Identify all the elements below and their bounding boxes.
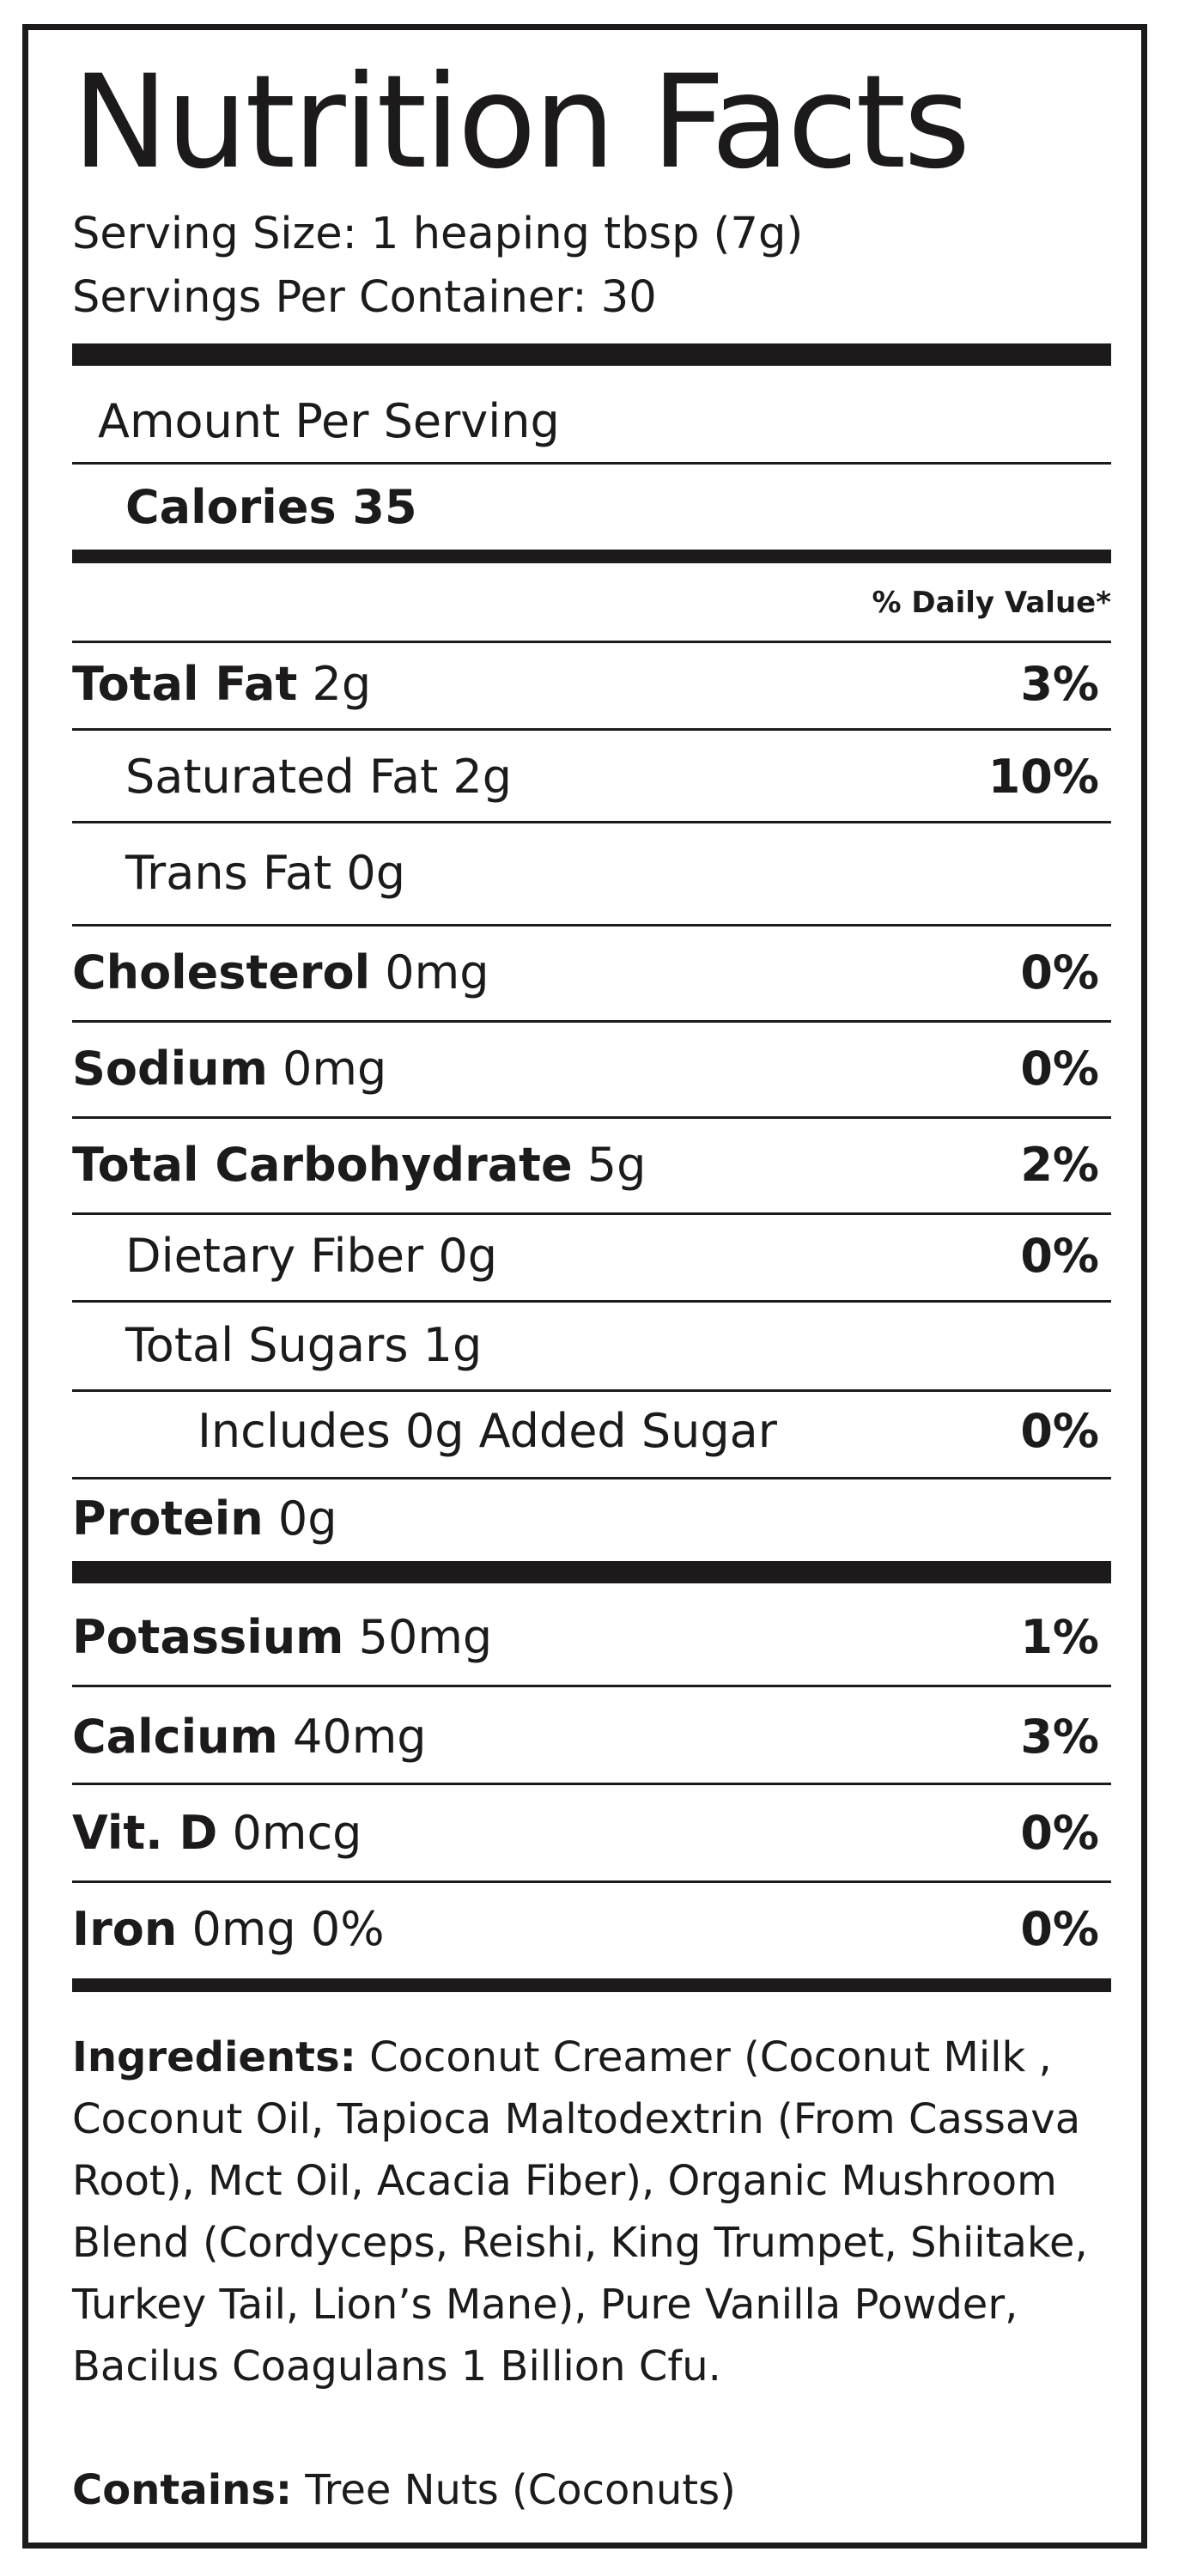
nutrient-label: Cholesterol 0mg xyxy=(72,945,489,999)
mineral-row-iron xyxy=(72,1903,1111,1956)
divider xyxy=(72,1880,1111,1883)
mineral-label: Calcium 40mg xyxy=(72,1710,427,1764)
nutrient-label: Total Sugars 1g xyxy=(125,1318,483,1372)
nutrient-row-total-sugars xyxy=(72,1319,1111,1372)
nutrient-row-protein xyxy=(72,1492,1111,1546)
mineral-dv: 0% xyxy=(1020,1902,1099,1956)
divider xyxy=(72,1300,1111,1303)
nutrient-dv: 0% xyxy=(1020,1042,1099,1096)
divider-medium xyxy=(72,1978,1111,1992)
allergen-statement xyxy=(72,2464,736,2516)
divider xyxy=(72,1477,1111,1479)
divider xyxy=(72,1783,1111,1785)
amount-per-serving: Amount Per Serving xyxy=(98,394,560,448)
label-title: Nutrition Facts xyxy=(72,48,969,197)
divider xyxy=(72,462,1111,465)
nutrient-label: Sodium 0mg xyxy=(72,1042,387,1096)
nutrient-row-total-fat xyxy=(72,658,1111,711)
divider-thick xyxy=(72,1561,1111,1583)
divider-medium xyxy=(72,550,1111,563)
nutrient-row-added-sugar xyxy=(72,1405,1111,1458)
ingredients-text: Coconut Creamer (Coconut Milk , Coconut Oil, Tapioca Maltodextrin (From Cassava Root), Mct Oil, Acacia Fiber), Organic Mushroom Blend (Cordyceps, Reishi, King Trumpet, Shiitake, Turkey Tail, Lion’s Mane), Pure Vanilla Powder, Bacilus Coagulans 1 Billion Cfu. xyxy=(72,2033,1088,2391)
nutrient-label: Dietary Fiber 0g xyxy=(125,1229,498,1283)
divider xyxy=(72,1685,1111,1687)
nutrient-dv: 0% xyxy=(1020,1404,1099,1458)
nutrient-label: Trans Fat 0g xyxy=(125,846,406,900)
nutrient-dv: 3% xyxy=(1020,657,1099,711)
nutrient-row-saturated-fat xyxy=(72,750,1111,804)
divider xyxy=(72,924,1111,927)
divider xyxy=(72,821,1111,823)
mineral-label: Iron 0mg 0% xyxy=(72,1902,385,1956)
nutrient-label: Total Fat 2g xyxy=(72,657,372,711)
nutrient-dv: 2% xyxy=(1020,1138,1099,1192)
nutrient-label: Includes 0g Added Sugar xyxy=(198,1404,777,1458)
nutrient-label: Saturated Fat 2g xyxy=(125,750,513,804)
nutrient-row-total-carbohydrate xyxy=(72,1139,1111,1192)
divider xyxy=(72,641,1111,643)
mineral-dv: 0% xyxy=(1020,1806,1099,1860)
ingredients-statement xyxy=(72,2026,1115,2397)
nutrient-label: Total Carbohydrate 5g xyxy=(72,1138,647,1192)
mineral-row-potassium xyxy=(72,1611,1111,1664)
serving-size: Serving Size: 1 heaping tbsp (7g) xyxy=(72,209,804,259)
nutrient-row-cholesterol xyxy=(72,946,1111,999)
divider xyxy=(72,728,1111,731)
divider xyxy=(72,1212,1111,1215)
divider xyxy=(72,1020,1111,1023)
contains-text: Tree Nuts (Coconuts) xyxy=(305,2466,736,2514)
contains-label: Contains: xyxy=(72,2466,293,2514)
mineral-label: Vit. D 0mcg xyxy=(72,1806,362,1860)
nutrient-label: Protein 0g xyxy=(72,1492,337,1546)
mineral-row-calcium xyxy=(72,1710,1111,1764)
nutrient-dv: 0% xyxy=(1020,1229,1099,1283)
nutrient-row-trans-fat xyxy=(72,847,1111,900)
calories: Calories 35 xyxy=(125,480,417,534)
servings-per-container: Servings Per Container: 30 xyxy=(72,272,657,323)
divider xyxy=(72,1389,1111,1392)
mineral-row-vitamin-d xyxy=(72,1807,1111,1860)
mineral-dv: 1% xyxy=(1020,1610,1099,1664)
nutrient-dv: 0% xyxy=(1020,945,1099,999)
nutrient-row-dietary-fiber xyxy=(72,1230,1111,1283)
nutrient-dv: 10% xyxy=(988,750,1099,804)
ingredients-label: Ingredients: xyxy=(72,2033,356,2081)
mineral-label: Potassium 50mg xyxy=(72,1610,493,1664)
nutrient-row-sodium xyxy=(72,1042,1111,1096)
mineral-dv: 3% xyxy=(1020,1710,1099,1764)
daily-value-header: % Daily Value* xyxy=(872,586,1111,620)
divider-thick xyxy=(72,343,1111,366)
divider xyxy=(72,1116,1111,1119)
